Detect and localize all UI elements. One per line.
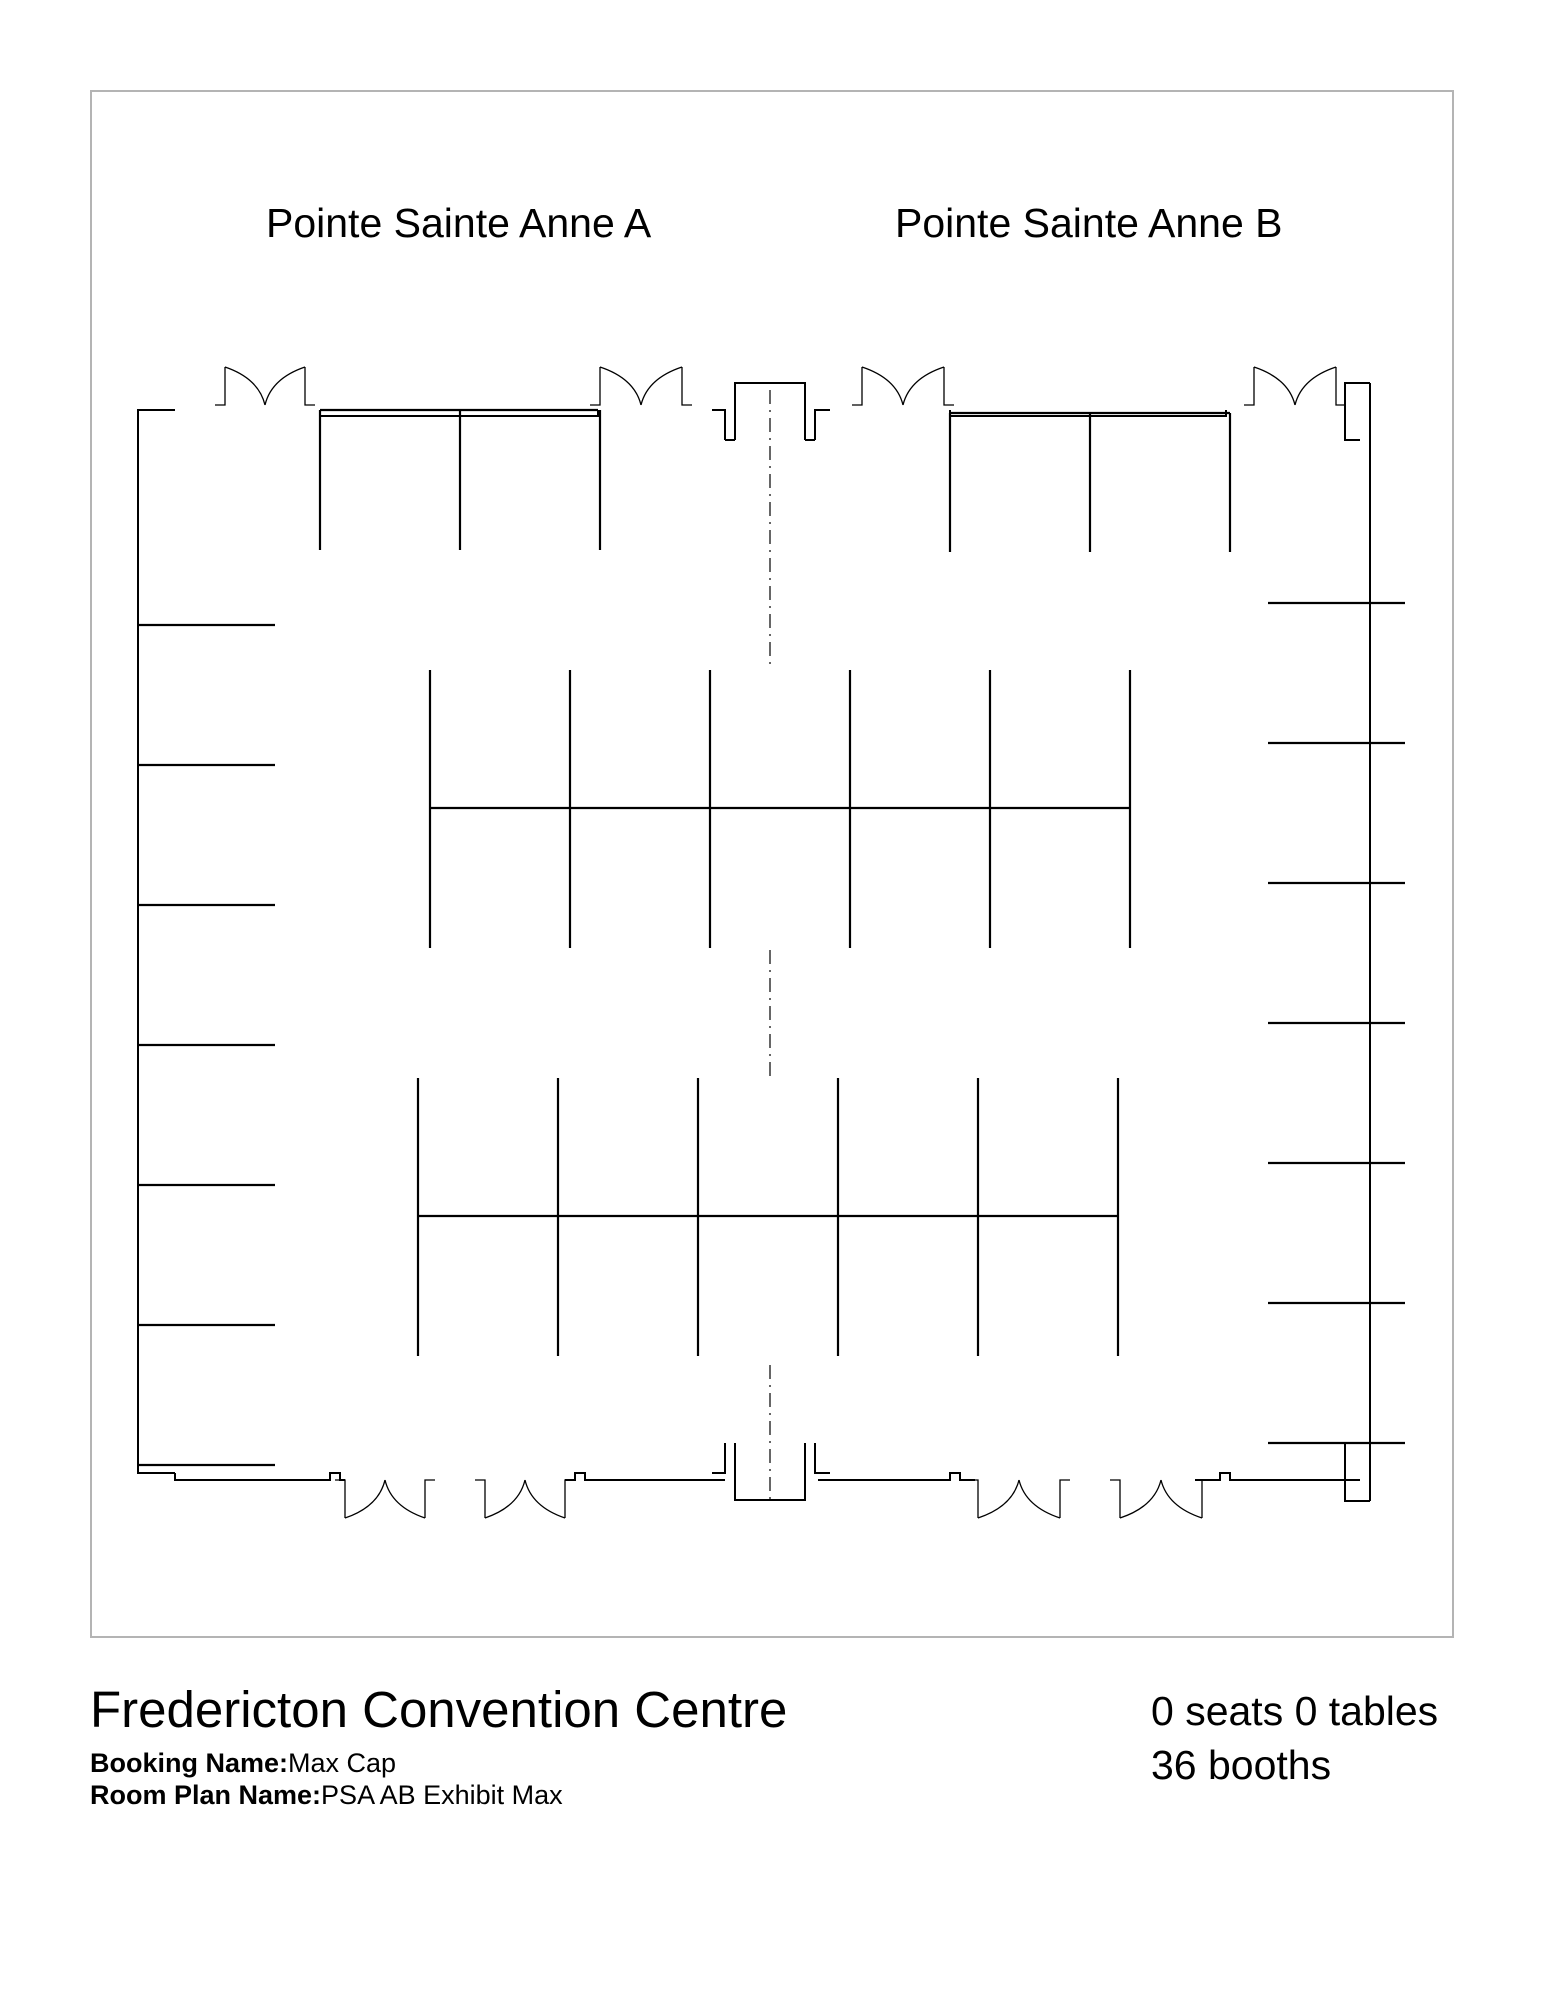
door-top-a-2-swing-left [600, 367, 641, 405]
door-top-a-1-jamb-left [215, 367, 225, 405]
room-plan-name-value: PSA AB Exhibit Max [321, 1780, 563, 1810]
door-top-a-1-swing-right [265, 367, 305, 405]
door-bottom-a-1-jamb-right [425, 1480, 435, 1518]
partition-stub-3 [712, 410, 725, 440]
door-top-b-1-swing-left [862, 367, 903, 405]
door-bottom-b-1-swing-left [978, 1480, 1019, 1518]
door-bottom-b-2-jamb-left [1110, 1480, 1120, 1518]
partition-stub-6 [815, 1443, 830, 1473]
door-top-b-2-jamb-left [1244, 367, 1254, 405]
room-plan-name [90, 1780, 563, 1811]
door-bottom-a-2-swing-right [525, 1480, 565, 1518]
door-bottom-b-2-swing-right [1161, 1480, 1202, 1518]
booking-name-value: Max Cap [288, 1748, 397, 1778]
door-bottom-a-2-jamb-left [475, 1480, 485, 1518]
venue-title: Fredericton Convention Centre [90, 1681, 788, 1738]
door-top-b-1-jamb-right [944, 367, 954, 405]
room-label-a: Pointe Sainte Anne A [266, 200, 652, 246]
door-bottom-b-2-swing-left [1120, 1480, 1161, 1518]
door-bottom-b-1-jamb-left [968, 1480, 978, 1518]
door-bottom-a-2-jamb-right [565, 1480, 575, 1518]
door-top-a-2-jamb-left [590, 367, 600, 405]
bottom-wall-a-1 [175, 1473, 345, 1480]
booking-name-key: Booking Name: [90, 1748, 289, 1778]
room-walls [138, 383, 1370, 1501]
door-top-b-1-swing-right [903, 367, 944, 405]
door-bottom-b-1-swing-right [1019, 1480, 1060, 1518]
booths-summary: 36 booths [1151, 1742, 1332, 1788]
door-top-a-1-swing-left [225, 367, 265, 405]
bottom-wall-b-2 [1195, 1473, 1360, 1480]
door-bottom-b-2-jamb-right [1202, 1480, 1212, 1518]
bottom-wall-a-2 [565, 1473, 725, 1480]
partition-pocket-top-left [735, 383, 770, 440]
room-label-b: Pointe Sainte Anne B [895, 200, 1283, 246]
door-top-a-1-jamb-right [305, 367, 315, 405]
door-top-b-1-jamb-left [852, 367, 862, 405]
door-top-b-2-swing-right [1295, 367, 1336, 405]
left-wall [138, 410, 175, 1473]
door-bottom-b-1-jamb-right [1060, 1480, 1070, 1518]
doors [215, 367, 1346, 1518]
door-bottom-a-1-swing-right [385, 1480, 425, 1518]
door-top-a-2-jamb-right [682, 367, 692, 405]
door-bottom-a-2-swing-left [485, 1480, 525, 1518]
partition-stub-4 [815, 410, 830, 440]
booking-name [90, 1748, 396, 1779]
booths [138, 410, 1405, 1465]
door-top-a-2-swing-right [641, 367, 682, 405]
bottom-wall-b-1 [818, 1473, 975, 1480]
service-pocket-top [1345, 383, 1370, 440]
door-bottom-a-1-swing-left [345, 1480, 385, 1518]
door-bottom-a-1-jamb-left [335, 1480, 345, 1518]
seats-tables-summary: 0 seats 0 tables [1151, 1688, 1439, 1734]
service-pocket-bottom [1345, 1443, 1370, 1501]
room-plan-name-key: Room Plan Name: [90, 1780, 322, 1810]
partition-stub-5 [712, 1443, 725, 1473]
door-top-b-2-swing-left [1254, 367, 1295, 405]
